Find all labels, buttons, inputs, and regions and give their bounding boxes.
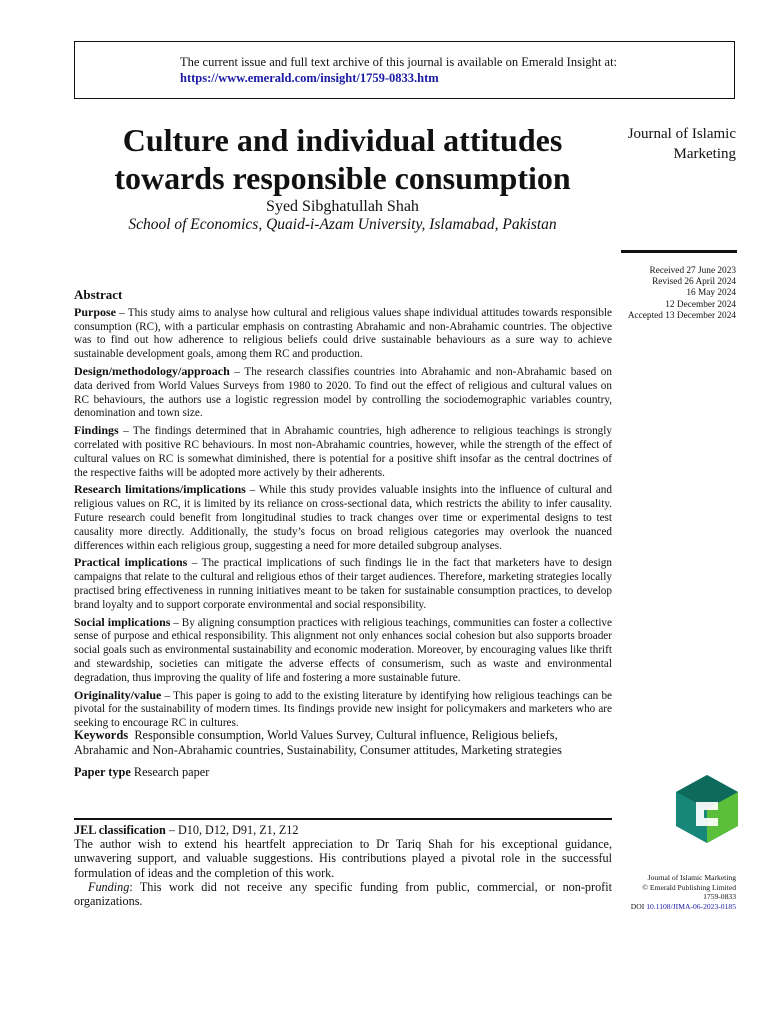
paper-type-label: Paper type xyxy=(74,765,131,779)
author-name: Syed Sibghatullah Shah xyxy=(266,198,419,215)
doi-label: DOI xyxy=(630,901,645,911)
section-label: Practical implications xyxy=(74,555,188,570)
title-line-2: towards responsible consumption xyxy=(114,160,571,196)
jel-classification: JEL classification – D10, D12, D91, Z1, Z12 xyxy=(74,823,299,837)
funding-statement xyxy=(74,880,612,908)
funding-text: : This work did not receive any specific funding from public, commercial, or non-profit organizations. xyxy=(74,879,612,909)
abstract-design: Design/methodology/approach – The research classifies countries into Abrahamic and non-Abrahamic based on data derived from World Values Surveys from 1980 to 2020. To find out the effect of religious and cultural values on RC behaviours, the authors use a logistic regression model by controlling the sociodemographic variables country, denomination and town size. xyxy=(74,363,612,420)
date-accepted: Accepted 13 December 2024 xyxy=(627,310,736,321)
abstract-purpose: Purpose – This study aims to analyse how cultural and religious values shape individual attitudes towards responsible consumption (RC), with a particular emphasis on contrasting Abrahamic and non-Abrahamic countries. The objective was to find out how adherence to religious beliefs could drive sustainable behaviours as a sure way to achieve sustainable development goals, among them RC and production. xyxy=(74,304,612,361)
funding-label: Funding xyxy=(88,879,130,894)
section-text: The research classifies countries into Abrahamic and non-Abrahamic based on data derived from World Values Surveys from 1980 to 2020. To find out the effect of religious and cultural values on RC behaviours, the authors use a logistic regression model by controlling the sociodemographic variables country, denomination and town size. xyxy=(74,365,612,420)
pubinfo-journal: Journal of Islamic Marketing xyxy=(647,873,736,882)
section-text: The findings determined that in Abrahamic countries, high adherence to religious teachings is strongly correlated with positive RC behaviours. In most non-Abrahamic countries, however, while the strength of the effect of cultural values on RC is somewhat diminished, there is potential for a positive shift insofar as the central doctrines of the respective faiths will be adopted more actively by their adherents. xyxy=(74,425,612,479)
section-label: Social implications xyxy=(74,614,171,629)
pubinfo-doi-line xyxy=(631,902,736,912)
date-revised-2: 16 May 2024 xyxy=(686,288,736,299)
journal-name-line-2: Marketing xyxy=(673,146,736,162)
keywords-label: Keywords xyxy=(74,728,129,742)
journal-name-line-1: Journal of Islamic xyxy=(627,126,736,142)
section-text: The practical implications of such findings lie in the fact that marketers have to design campaigns that relate to the cultural and religious ethos of their target audiences. Therefore, marketing strategies locally practised bring effectiveness in running initiatives meant to be taken for sustainable consumption practices, to develop brand loyalty and to support corporate environmental and social responsibility. xyxy=(74,557,612,611)
publication-info xyxy=(631,873,736,911)
section-label: Purpose xyxy=(74,304,116,319)
section-text: While this study provides valuable insights into the influence of cultural and religious values on RC, it is limited by its reliance on cross-sectional data, which restricts the ability to infer causality. Future research could benefit from longitudinal studies to track changes over time or experimental designs to test causality more directly. Additionally, the study’s focus on broad religious categories may overlook the nuanced differences within each religious group, suggesting a need for more detailed subgroup analyses. xyxy=(74,484,612,552)
section-text: This study aims to analyse how cultural and religious values shape individual attitudes towards responsible consumption (RC), with a particular emphasis on contrasting Abrahamic and non-Abrahamic countries. The objective was to find out how adherence to religious beliefs could drive sustainable behaviours as a sure way to achieve sustainable development goals, among them RC and production. xyxy=(74,306,612,361)
sidebar-divider xyxy=(621,250,737,253)
section-text: By aligning consumption practices with religious teachings, communities can foster a collective sense of purpose and ethical responsibility. This alignment not only enhances social cohesion but also supports broader social goals such as environmental sustainability and economic moderation. Moreover, by encouraging values like thrift and stewardship, societies can mitigate the adverse effects of consumerism, such as waste and environmental degradation, thus improving the quality of life and fostering a more sustainable future. xyxy=(74,616,612,684)
journal-archive-link[interactable]: https://www.emerald.com/insight/1759-0833.htm xyxy=(180,71,439,85)
author-affiliation: School of Economics, Quaid-i-Azam University, Islamabad, Pakistan xyxy=(128,216,557,233)
date-revised-1: Revised 26 April 2024 xyxy=(652,277,736,288)
abstract-findings: Findings – The findings determined that in Abrahamic countries, high adherence to religious teachings is strongly correlated with positive RC behaviours. In most non-Abrahamic countries, however, while the strength of the effect of cultural values on RC is somewhat diminished, there is potential for a positive shift insofar as the central doctrines of the respective faiths will be adopted more actively by their adherents. xyxy=(74,423,612,479)
section-label: Findings xyxy=(74,423,119,438)
journal-availability-notice xyxy=(74,41,735,99)
footnotes xyxy=(74,823,612,908)
article-title xyxy=(74,121,611,197)
abstract-originality: Originality/value – This paper is going to add to the existing literature by identifying how religious teachings can be pivotal for the sustainability of modern times. Its findings provide new insight for policymakers and marketers who are seeking to encourage RC in cultures. xyxy=(74,687,612,730)
pubinfo-publisher: © Emerald Publishing Limited xyxy=(642,882,736,892)
abstract-practical: Practical implications – The practical implications of such findings lie in the fact that marketers have to design campaigns that relate to the cultural and religious ethos of their target audiences. Therefore, marketing strategies locally practised bring effectiveness in running initiatives meant to be taken for sustainable consumption practices, to develop brand loyalty and to support corporate environmental and social responsibility. xyxy=(74,555,612,611)
date-revised-3: 12 December 2024 xyxy=(665,299,736,310)
section-text: This paper is going to add to the existing literature by identifying how religious teachings can be pivotal for the sustainability of modern times. Its findings provide new insight for policymakers and marketers who are seeking to encourage RC in cultures. xyxy=(74,689,612,730)
journal-name xyxy=(628,124,736,164)
doi-link[interactable]: 10.1108/JIMA-06-2023-0185 xyxy=(646,901,736,911)
date-received: Received 27 June 2023 xyxy=(649,266,736,276)
paper-type xyxy=(74,765,209,780)
pubinfo-issn: 1759-0833 xyxy=(703,892,736,902)
section-label: Design/methodology/approach xyxy=(74,363,230,378)
article-history-dates xyxy=(628,266,736,322)
section-label: Originality/value xyxy=(74,687,162,702)
abstract-limitations: Research limitations/implications – While this study provides valuable insights into the influence of cultural and religious values on RC, it is limited by its reliance on cross-sectional data, which restricts the ability to infer causality. Future research could benefit from longitudinal studies to track changes over time or experimental designs to test causality more directly. Additionally, the study’s focus on broad religious categories may overlook the nuanced differences within each religious group, suggesting a need for more detailed subgroup analyses. xyxy=(74,482,612,552)
paper-type-value: Research paper xyxy=(133,765,210,779)
section-label: Research limitations/implications xyxy=(74,482,246,497)
keywords xyxy=(74,728,612,758)
keywords-text: Responsible consumption, World Values Survey, Cultural influence, Religious beliefs, Abrahamic and Non-Abrahamic countries, Sustainability, Consumer attitudes, Marketing strategies xyxy=(74,728,562,757)
emerald-publishing-logo xyxy=(676,775,738,843)
abstract-section xyxy=(74,288,612,734)
acknowledgement: The author wish to extend his heartfelt appreciation to Dr Tariq Shah for his exceptional guidance, unwavering support, and valuable suggestions. His contributions played a pivotal role in the successful formulation of ideas and the completion of this work. xyxy=(74,837,612,880)
abstract-social: Social implications – By aligning consumption practices with religious teachings, communities can foster a collective sense of purpose and ethical responsibility. This alignment not only enhances social cohesion but also supports broader social goals such as environmental sustainability and economic moderation. Moreover, by encouraging values like thrift and stewardship, societies can mitigate the adverse effects of consumerism, such as waste and environmental degradation, thus improving the quality of life and fostering a more sustainable future. xyxy=(74,614,612,684)
footer-divider xyxy=(74,818,612,820)
abstract-heading: Abstract xyxy=(74,287,123,302)
title-line-1: Culture and individual attitudes xyxy=(122,122,563,158)
jel-label: JEL classification xyxy=(74,823,166,837)
jel-codes: D10, D12, D91, Z1, Z12 xyxy=(177,823,299,837)
notice-text: The current issue and full text archive of this journal is available on Emerald Insight at: xyxy=(180,55,618,69)
